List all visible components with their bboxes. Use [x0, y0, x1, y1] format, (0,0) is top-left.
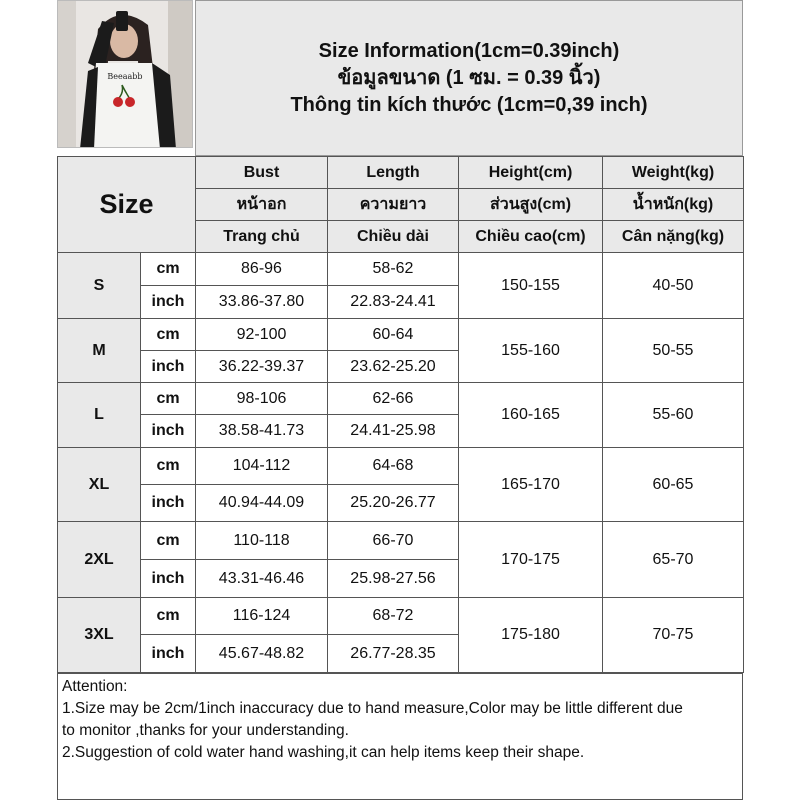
header-weight: Weight(kg): [603, 157, 744, 189]
unit-cm: cm: [141, 319, 196, 351]
weight-value: 70-75: [603, 598, 744, 673]
info-line-thai: ข้อมูลขนาด (1 ซม. = 0.39 นิ้ว): [337, 66, 601, 89]
unit-inch: inch: [141, 415, 196, 448]
notes-line-1: 1.Size may be 2cm/1inch inaccuracy due to hand measure,Color may be little different due: [62, 700, 683, 717]
length-cm: 64-68: [328, 448, 459, 485]
header-bust-thai: หน้าอก: [196, 189, 328, 221]
unit-inch: inch: [141, 560, 196, 598]
unit-inch: inch: [141, 286, 196, 319]
table-row: [58, 598, 744, 635]
length-cm: 62-66: [328, 383, 459, 415]
size-label: L: [58, 383, 141, 448]
header-weight-thai: น้ำหนัก(kg): [603, 189, 744, 221]
length-cm: 68-72: [328, 598, 459, 635]
length-inch: 24.41-25.98: [328, 415, 459, 448]
header-row-english: [58, 157, 744, 189]
length-inch: 22.83-24.41: [328, 286, 459, 319]
length-inch: 25.20-26.77: [328, 485, 459, 522]
height-value: 165-170: [459, 448, 603, 522]
header-height-vietnamese: Chiều cao(cm): [459, 221, 603, 253]
product-photo-illustration: [58, 1, 193, 148]
unit-cm: cm: [141, 383, 196, 415]
table-row: [58, 522, 744, 560]
header-bust: Bust: [196, 157, 328, 189]
bust-inch: 36.22-39.37: [196, 351, 328, 383]
bust-cm: 116-124: [196, 598, 328, 635]
header-length-thai: ความยาว: [328, 189, 459, 221]
bust-inch: 40.94-44.09: [196, 485, 328, 522]
weight-value: 40-50: [603, 253, 744, 319]
product-photo: [57, 0, 193, 148]
notes-line-2: to monitor ,thanks for your understanding.: [62, 722, 349, 739]
size-information-header: [195, 0, 743, 156]
header-length-vietnamese: Chiều dài: [328, 221, 459, 253]
unit-cm: cm: [141, 598, 196, 635]
size-table: [57, 156, 744, 673]
size-label: 2XL: [58, 522, 141, 598]
bust-cm: 104-112: [196, 448, 328, 485]
height-value: 150-155: [459, 253, 603, 319]
height-value: 160-165: [459, 383, 603, 448]
weight-value: 60-65: [603, 448, 744, 522]
bust-inch: 43.31-46.46: [196, 560, 328, 598]
info-line-vietnamese: Thông tin kích thước (1cm=0,39 inch): [290, 93, 648, 116]
height-value: 170-175: [459, 522, 603, 598]
weight-value: 50-55: [603, 319, 744, 383]
unit-cm: cm: [141, 448, 196, 485]
notes-line-3: 2.Suggestion of cold water hand washing,it can help items keep their shape.: [62, 744, 585, 761]
size-label: S: [58, 253, 141, 319]
table-row: [58, 383, 744, 415]
attention-notes: [57, 673, 743, 800]
size-title: Size: [58, 157, 196, 253]
unit-inch: inch: [141, 351, 196, 383]
unit-inch: inch: [141, 485, 196, 522]
bust-inch: 33.86-37.80: [196, 286, 328, 319]
header-weight-vietnamese: Cân nặng(kg): [603, 221, 744, 253]
bust-cm: 92-100: [196, 319, 328, 351]
table-row: [58, 253, 744, 286]
size-chart-sheet: [57, 0, 743, 800]
length-inch: 25.98-27.56: [328, 560, 459, 598]
weight-value: 65-70: [603, 522, 744, 598]
notes-title: Attention:: [62, 678, 128, 695]
length-cm: 58-62: [328, 253, 459, 286]
bust-inch: 45.67-48.82: [196, 635, 328, 673]
header-height: Height(cm): [459, 157, 603, 189]
header-height-thai: ส่วนสูง(cm): [459, 189, 603, 221]
header-length: Length: [328, 157, 459, 189]
size-label: M: [58, 319, 141, 383]
length-cm: 66-70: [328, 522, 459, 560]
size-label: XL: [58, 448, 141, 522]
weight-value: 55-60: [603, 383, 744, 448]
length-inch: 26.77-28.35: [328, 635, 459, 673]
table-row: [58, 448, 744, 485]
bust-cm: 98-106: [196, 383, 328, 415]
height-value: 175-180: [459, 598, 603, 673]
bust-cm: 110-118: [196, 522, 328, 560]
unit-cm: cm: [141, 253, 196, 286]
bust-inch: 38.58-41.73: [196, 415, 328, 448]
info-line-english: Size Information(1cm=0.39inch): [318, 39, 620, 62]
table-row: [58, 319, 744, 351]
height-value: 155-160: [459, 319, 603, 383]
header-bust-vietnamese: Trang chủ: [196, 221, 328, 253]
unit-inch: inch: [141, 635, 196, 673]
size-label: 3XL: [58, 598, 141, 673]
bust-cm: 86-96: [196, 253, 328, 286]
length-inch: 23.62-25.20: [328, 351, 459, 383]
unit-cm: cm: [141, 522, 196, 560]
length-cm: 60-64: [328, 319, 459, 351]
shirt-print-text: Beeaabb: [107, 72, 143, 81]
